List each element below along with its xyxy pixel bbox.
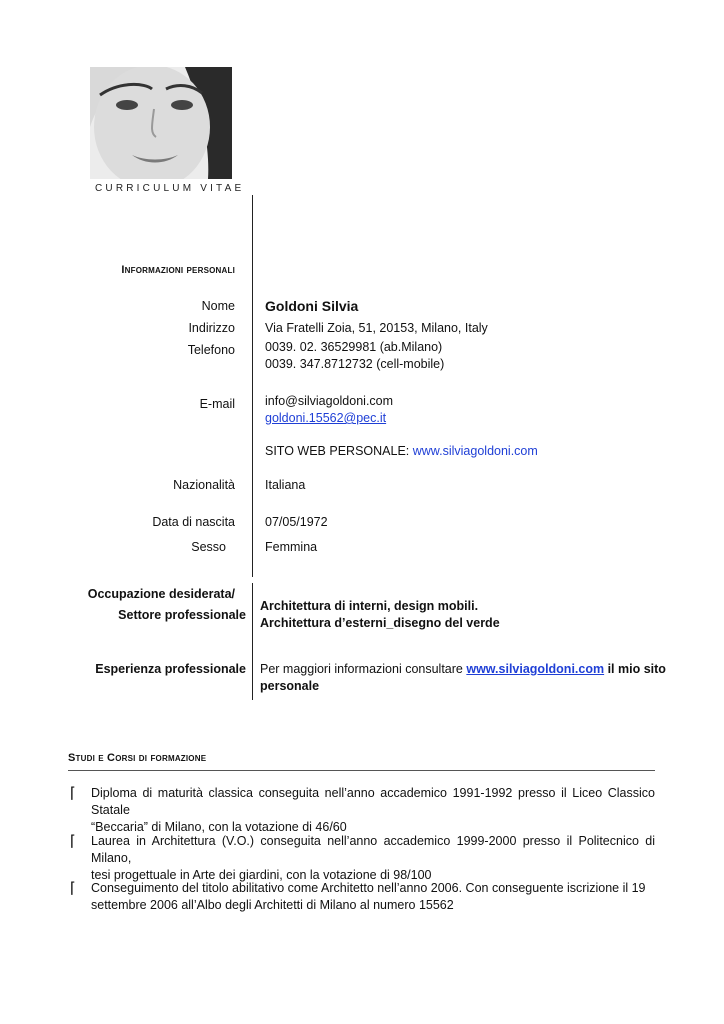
experience-text-line2: personale [260,679,320,693]
nationality-value: Italiana [265,478,306,492]
profile-photo [90,67,232,179]
studies-divider [68,770,655,771]
experience-website-link[interactable]: www.silviagoldoni.com [466,662,605,676]
occupation-value-line2: Architettura d’esterni_disegno del verde [260,616,500,630]
experience-text-prefix: Per maggiori informazioni consultare [260,662,467,676]
curriculum-vitae-title: CURRICULUM VITAE [95,183,245,194]
email-label: E-mail [199,397,235,411]
occupation-label-line1: Occupazione desiderata/ [87,587,235,601]
website-line [265,444,538,458]
personal-info-heading: Informazioni personali [121,264,235,276]
nationality-label: Nazionalità [173,478,235,492]
birth-date-value: 07/05/1972 [265,515,328,529]
name-label: Nome [201,299,235,313]
study-item-1 [91,785,655,836]
address-label: Indirizzo [188,321,235,335]
sex-label: Sesso [191,540,226,554]
occupation-value-line1: Architettura di interni, design mobili. [260,599,479,613]
study-item-2-line1: Laurea in Architettura (V.O.) conseguita nell’anno accademico 1999-2000 presso il Politecnico di Milano, [91,834,655,865]
address-value: Via Fratelli Zoia, 51, 20153, Milano, Italy [265,321,488,335]
study-item-2-line2: tesi progettuale in Arte dei giardini, con la votazione di 98/100 [91,868,432,882]
study-item-1-line2: “Beccaria” di Milano, con la votazione di 46/60 [91,820,347,834]
pec-email-link-wrap [265,411,386,425]
website-link[interactable]: www.silviagoldoni.com [412,444,538,458]
phone-label: Telefono [187,343,235,357]
website-prefix: SITO WEB PERSONALE: [265,444,413,458]
experience-text [260,662,666,676]
sex-value: Femmina [265,540,318,554]
name-value: Goldoni Silvia [265,298,359,314]
portrait-image [90,67,232,179]
studies-heading: Studi e Corsi di formazione [68,752,207,764]
vertical-divider [252,195,253,577]
study-item-3-line1: Conseguimento del titolo abilitativo come Architetto nell’anno 2006. Con conseguente iscrizione il 19 [91,881,646,895]
experience-text-suffix: il mio sito [604,662,666,676]
vertical-divider-lower [252,583,253,700]
study-bullet-3: ⌈ [70,880,76,897]
study-item-3 [91,880,655,914]
study-item-3-line2: settembre 2006 all’Albo degli Architetti di Milano al numero 15562 [91,898,454,912]
experience-label: Esperienza professionale [95,662,246,676]
study-item-1-line1: Diploma di maturità classica conseguita nell’anno accademico 1991-1992 presso il Liceo Classico Statale [91,786,655,817]
pec-email-link[interactable]: goldoni.15562@pec.it [265,411,387,425]
phone-value-mobile: 0039. 347.8712732 (cell-mobile) [265,357,445,371]
birth-date-label: Data di nascita [152,515,235,529]
phone-value-home: 0039. 02. 36529981 (ab.Milano) [265,340,443,354]
occupation-label-line2: Settore professionale [118,608,246,622]
email-value: info@silviagoldoni.com [265,394,394,408]
study-bullet-2: ⌈ [70,833,76,850]
study-item-2 [91,833,655,884]
study-bullet-1: ⌈ [70,785,76,802]
